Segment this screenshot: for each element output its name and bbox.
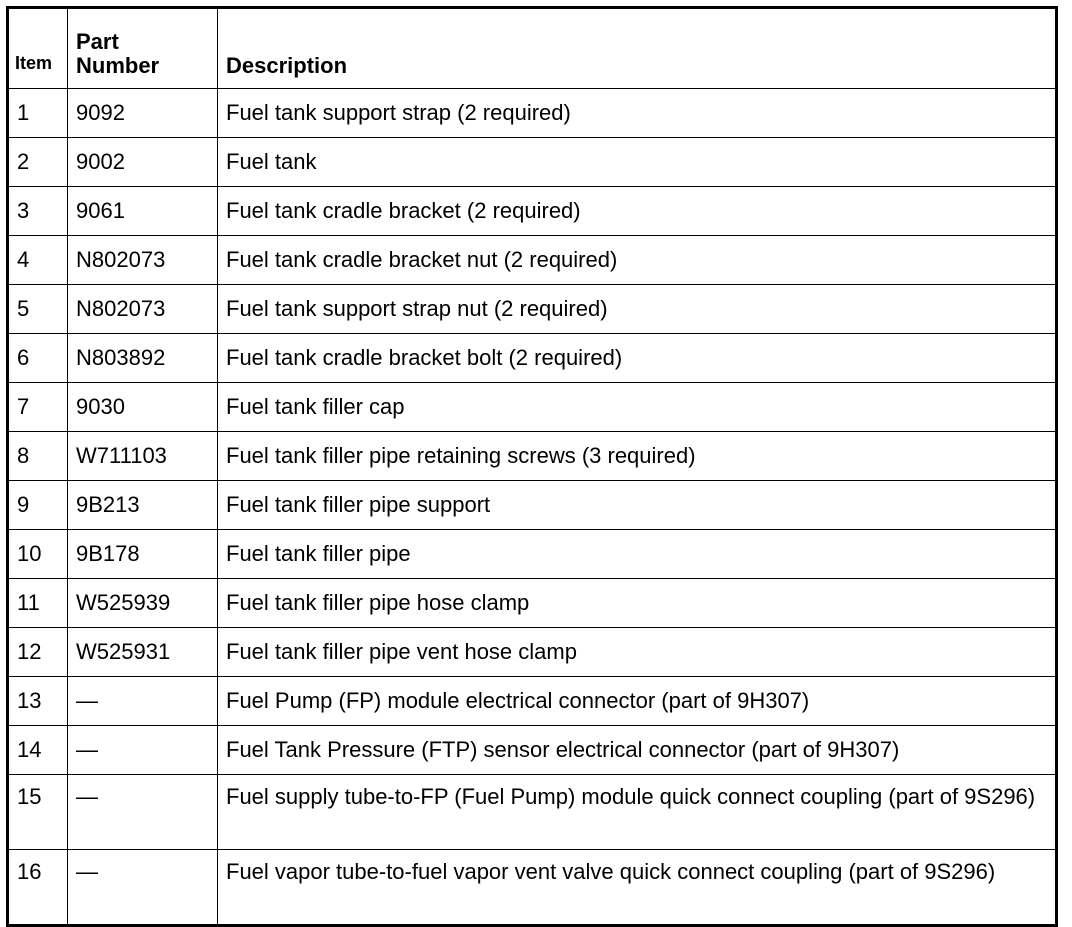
cell-description: Fuel tank — [218, 138, 1057, 187]
cell-description: Fuel Pump (FP) module electrical connector (part of 9H307) — [218, 677, 1057, 726]
table-row — [8, 579, 1057, 628]
cell-item: 4 — [8, 236, 68, 285]
cell-description: Fuel tank filler pipe retaining screws (3 required) — [218, 432, 1057, 481]
cell-part-number: — — [68, 775, 218, 850]
cell-item: 9 — [8, 481, 68, 530]
cell-part-number: N803892 — [68, 334, 218, 383]
table-row — [8, 726, 1057, 775]
cell-part-number: — — [68, 726, 218, 775]
cell-part-number: N802073 — [68, 236, 218, 285]
table-row — [8, 775, 1057, 850]
cell-item: 6 — [8, 334, 68, 383]
header-description: Description — [218, 8, 1057, 89]
cell-description: Fuel tank support strap (2 required) — [218, 89, 1057, 138]
cell-item: 2 — [8, 138, 68, 187]
table-header-row — [8, 8, 1057, 89]
cell-description: Fuel tank filler cap — [218, 383, 1057, 432]
cell-description: Fuel tank filler pipe — [218, 530, 1057, 579]
table-row — [8, 187, 1057, 236]
cell-item: 15 — [8, 775, 68, 850]
cell-description: Fuel vapor tube-to-fuel vapor vent valve quick connect coupling (part of 9S296) — [218, 850, 1057, 926]
cell-item: 12 — [8, 628, 68, 677]
cell-part-number: 9002 — [68, 138, 218, 187]
cell-part-number: 9B213 — [68, 481, 218, 530]
parts-table — [6, 6, 1058, 927]
cell-description: Fuel Tank Pressure (FTP) sensor electrical connector (part of 9H307) — [218, 726, 1057, 775]
table-row — [8, 432, 1057, 481]
cell-item: 16 — [8, 850, 68, 926]
header-item: Item — [8, 8, 68, 89]
cell-part-number: 9030 — [68, 383, 218, 432]
cell-part-number: N802073 — [68, 285, 218, 334]
table-row — [8, 236, 1057, 285]
cell-part-number: W711103 — [68, 432, 218, 481]
cell-part-number: — — [68, 677, 218, 726]
cell-item: 14 — [8, 726, 68, 775]
cell-item: 5 — [8, 285, 68, 334]
table-row — [8, 850, 1057, 926]
table-row — [8, 383, 1057, 432]
cell-item: 3 — [8, 187, 68, 236]
cell-description: Fuel tank cradle bracket bolt (2 required) — [218, 334, 1057, 383]
cell-description: Fuel tank support strap nut (2 required) — [218, 285, 1057, 334]
table-row — [8, 138, 1057, 187]
table-row — [8, 285, 1057, 334]
table-body — [8, 89, 1057, 926]
cell-item: 7 — [8, 383, 68, 432]
cell-part-number: 9092 — [68, 89, 218, 138]
cell-item: 8 — [8, 432, 68, 481]
header-part-number — [68, 8, 218, 89]
table-row — [8, 334, 1057, 383]
header-part-number-line2: Number — [76, 53, 160, 78]
table-row — [8, 530, 1057, 579]
cell-part-number: — — [68, 850, 218, 926]
cell-description: Fuel tank cradle bracket nut (2 required) — [218, 236, 1057, 285]
cell-part-number: W525939 — [68, 579, 218, 628]
cell-part-number: W525931 — [68, 628, 218, 677]
cell-description: Fuel tank filler pipe vent hose clamp — [218, 628, 1057, 677]
header-part-number-line1: Part — [76, 29, 119, 54]
table-row — [8, 628, 1057, 677]
cell-item: 13 — [8, 677, 68, 726]
cell-item: 10 — [8, 530, 68, 579]
cell-description: Fuel tank filler pipe support — [218, 481, 1057, 530]
cell-description: Fuel tank filler pipe hose clamp — [218, 579, 1057, 628]
cell-item: 11 — [8, 579, 68, 628]
table-row — [8, 89, 1057, 138]
table-row — [8, 481, 1057, 530]
cell-description: Fuel supply tube-to-FP (Fuel Pump) module quick connect coupling (part of 9S296) — [218, 775, 1057, 850]
cell-part-number: 9B178 — [68, 530, 218, 579]
cell-part-number: 9061 — [68, 187, 218, 236]
table-row — [8, 677, 1057, 726]
cell-item: 1 — [8, 89, 68, 138]
cell-description: Fuel tank cradle bracket (2 required) — [218, 187, 1057, 236]
